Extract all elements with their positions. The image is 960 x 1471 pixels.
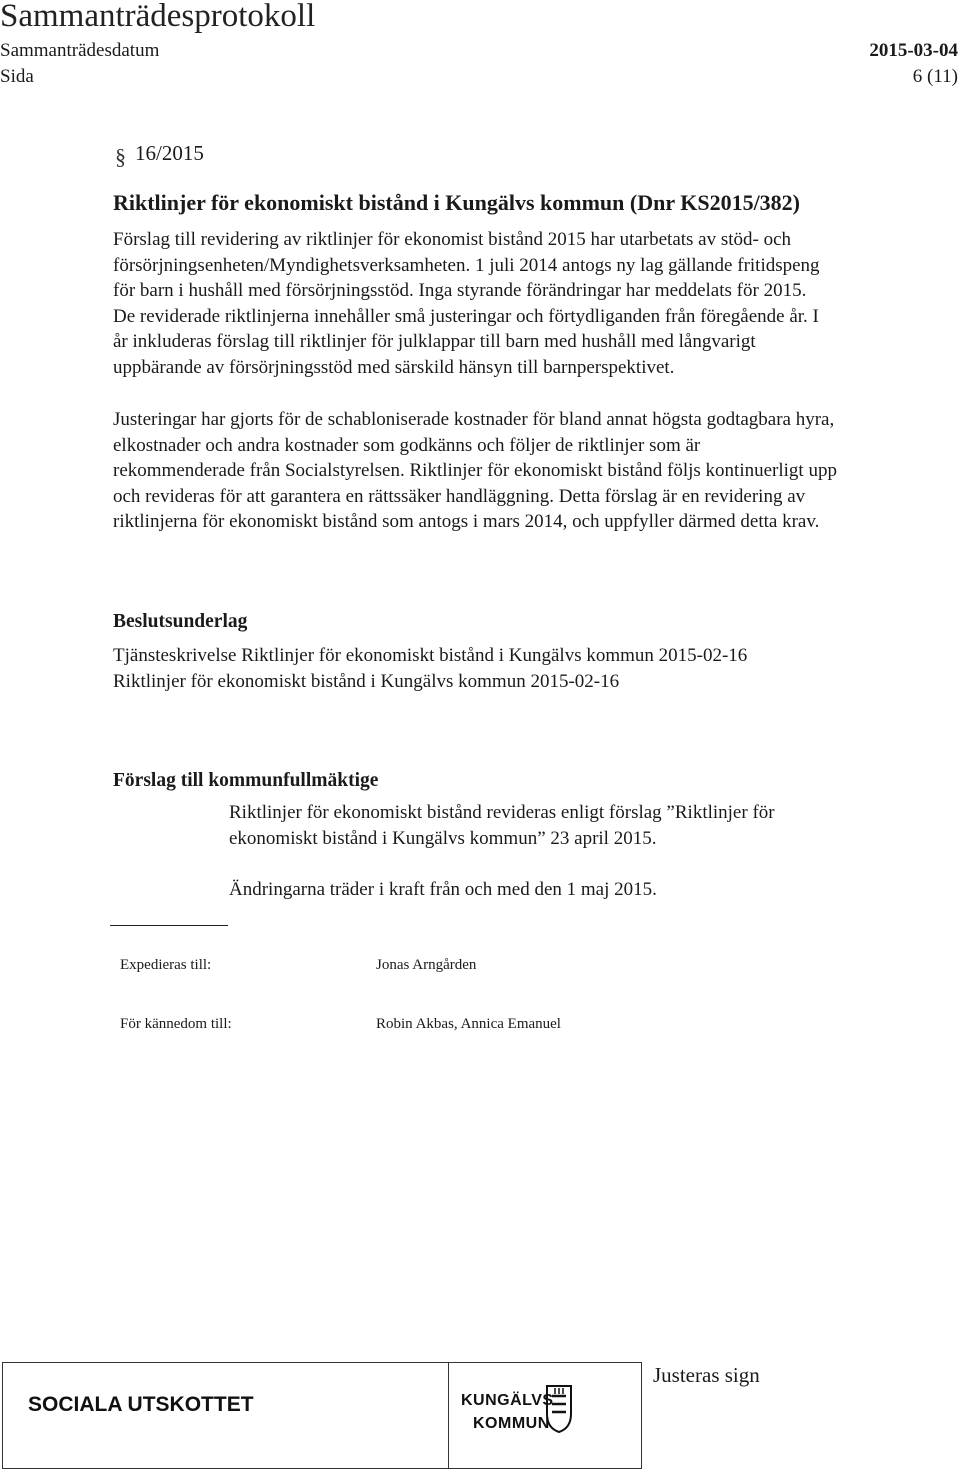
justeras-sign: Justeras sign [653, 1363, 760, 1387]
logo-line2: KOMMUN [473, 1415, 550, 1432]
case-number: 16/2015 [135, 141, 204, 165]
expedieras-label: Expedieras till: [120, 957, 212, 973]
beslutsunderlag-item: Tjänsteskrivelse Riktlinjer för ekonomiskt bistånd i Kungälvs kommun 2015-02-16 [113, 645, 748, 666]
forslag-line: Riktlinjer för ekonomiskt bistånd revideras enligt förslag ”Riktlinjer för [229, 802, 775, 823]
paragraph-line: för barn i hushåll med försörjningsstöd. Inga styrande förändringar har meddelats för 2015. [113, 280, 807, 302]
paragraph-line: uppbärande av försörjningsstöd med särskild hänsyn till barnperspektivet. [113, 356, 675, 378]
paragraph-intro [113, 227, 955, 381]
page-value: 6 (11) [912, 66, 958, 87]
paragraph-line: Justeringar har gjorts för de schabloniserade kostnader för bland annat högsta godtagbara hyra, [113, 409, 835, 430]
kannedom-value: Robin Akbas, Annica Emanuel [376, 1016, 561, 1032]
coat-of-arms-icon [545, 1384, 573, 1434]
page-number-row [0, 66, 958, 88]
beslutsunderlag-title: Beslutsunderlag [113, 611, 248, 632]
footer-divider [448, 1362, 449, 1469]
paragraph-line: år inkluderas förslag till riktlinjer för julklappar till barn med hushåll med långvarigt [113, 331, 756, 353]
page-label: Sida [0, 66, 34, 87]
meeting-date-value: 2015-03-04 [869, 40, 958, 61]
beslutsunderlag-item: Riktlinjer för ekonomiskt bistånd i Kungälvs kommun 2015-02-16 [113, 671, 620, 692]
forslag-title: Förslag till kommunfullmäktige [113, 770, 379, 791]
section-heading: Riktlinjer för ekonomiskt bistånd i Kungälvs kommun (Dnr KS2015/382) [113, 190, 801, 215]
paragraph-line: rekommenderade från Socialstyrelsen. Riktlinjer för ekonomiskt bistånd följs kontinuerligt upp [113, 460, 837, 482]
paragraph-line: Förslag till revidering av riktlinjer för ekonomist bistånd 2015 har utarbetats av stöd- och [113, 229, 792, 250]
paragraph-line: riktlinjerna för ekonomiskt bistånd som antogs i mars 2014, och uppfyller därmed detta krav. [113, 511, 820, 533]
logo-line1: KUNGÄLVS [461, 1392, 554, 1409]
kannedom-label: För kännedom till: [120, 1016, 232, 1032]
divider-line [110, 925, 228, 926]
forslag-effective-date: Ändringarna träder i kraft från och med den 1 maj 2015. [229, 879, 657, 900]
document-title: Sammanträdesprotokoll [0, 0, 316, 34]
paragraph-line: och revideras för att garantera en rättssäker handläggning. Detta förslag är en revidering av [113, 485, 806, 507]
meeting-date-label: Sammanträdesdatum [0, 40, 160, 61]
meeting-date-row [0, 40, 958, 62]
forslag-line: ekonomiskt bistånd i Kungälvs kommun” 23 april 2015. [229, 828, 657, 849]
expedieras-value: Jonas Arngården [376, 957, 477, 973]
section-symbol-icon: § [115, 144, 126, 169]
paragraph-line: elkostnader och andra kostnader som godkänns och följer de riktlinjer som är [113, 434, 701, 456]
paragraph-line: De reviderade riktlinjerna innehåller små justeringar och förtydliganden från föregående år. I [113, 305, 819, 327]
kungalvs-logo [455, 1378, 575, 1458]
unit-name: SOCIALA UTSKOTTET [28, 1393, 254, 1416]
paragraph-line: försörjningsenheten/Myndighetsverksamheten. 1 juli 2014 antogs ny lag gällande fritidspeng [113, 254, 820, 276]
paragraph-adjustments [113, 407, 955, 535]
